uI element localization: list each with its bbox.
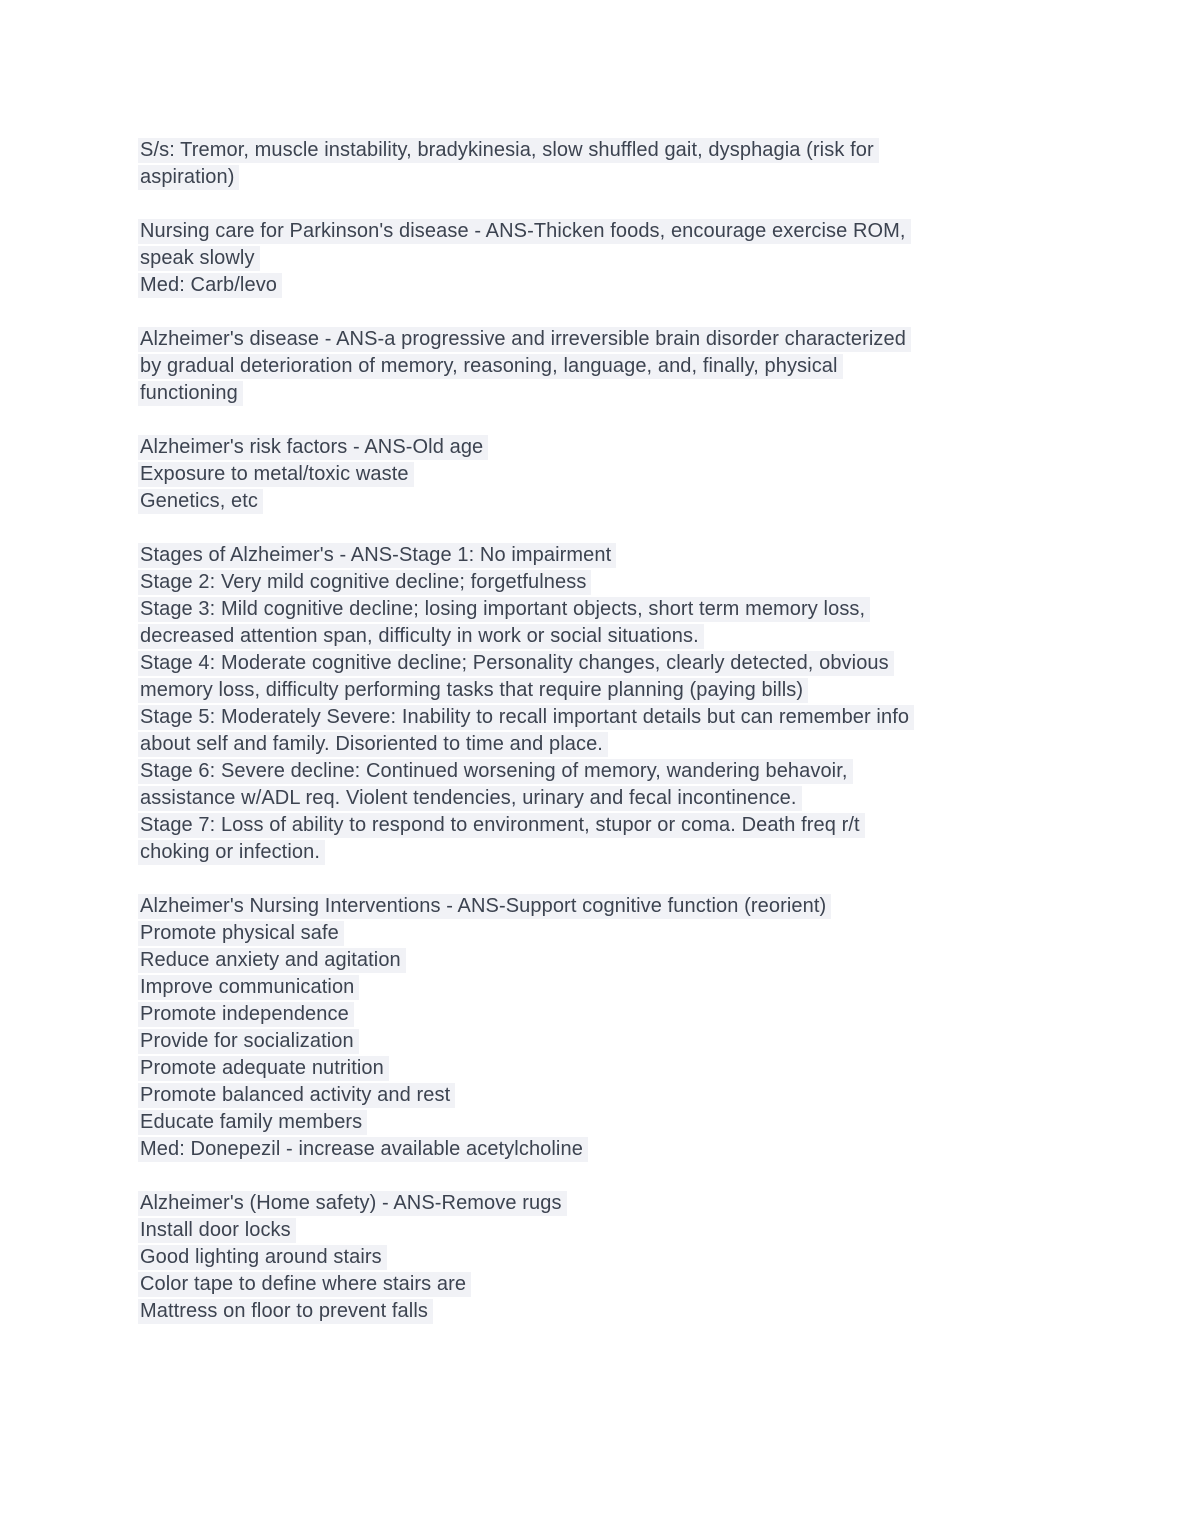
text-line: S/s: Tremor, muscle instability, bradykinesia, slow shuffled gait, dysphagia (risk for — [138, 138, 879, 163]
text-line: Good lighting around stairs — [138, 1245, 387, 1270]
text-line: Mattress on floor to prevent falls — [138, 1299, 433, 1324]
text-line: Promote balanced activity and rest — [138, 1083, 455, 1108]
text-line: Educate family members — [138, 1110, 367, 1135]
paragraph — [140, 542, 1050, 866]
text-line: choking or infection. — [138, 840, 325, 865]
text-line: Promote physical safe — [138, 921, 344, 946]
text-line: Stage 7: Loss of ability to respond to environment, stupor or coma. Death freq r/t — [138, 813, 865, 838]
text-line: Improve communication — [138, 975, 359, 1000]
text-line: Promote adequate nutrition — [138, 1056, 389, 1081]
paragraph — [140, 326, 1050, 407]
text-line: Reduce anxiety and agitation — [138, 948, 406, 973]
text-line: functioning — [138, 381, 243, 406]
text-line: Nursing care for Parkinson's disease - ANS-Thicken foods, encourage exercise ROM, — [138, 219, 911, 244]
text-line: Stage 3: Mild cognitive decline; losing important objects, short term memory loss, — [138, 597, 870, 622]
text-line: Stage 5: Moderately Severe: Inability to recall important details but can remember info — [138, 705, 914, 730]
paragraph — [140, 1190, 1050, 1325]
text-line: Med: Carb/levo — [138, 273, 282, 298]
text-line: Stage 4: Moderate cognitive decline; Personality changes, clearly detected, obvious — [138, 651, 894, 676]
text-line: Alzheimer's (Home safety) - ANS-Remove rugs — [138, 1191, 567, 1216]
text-line: Alzheimer's disease - ANS-a progressive and irreversible brain disorder characterized — [138, 327, 911, 352]
text-line: Promote independence — [138, 1002, 354, 1027]
text-line: speak slowly — [138, 246, 260, 271]
text-line: about self and family. Disoriented to time and place. — [138, 732, 608, 757]
text-line: aspiration) — [138, 165, 239, 190]
paragraph — [140, 434, 1050, 515]
paragraph — [140, 893, 1050, 1163]
text-line: Provide for socialization — [138, 1029, 359, 1054]
text-line: memory loss, difficulty performing tasks that require planning (paying bills) — [138, 678, 808, 703]
text-line: Genetics, etc — [138, 489, 263, 514]
text-line: Med: Donepezil - increase available acetylcholine — [138, 1137, 588, 1162]
paragraph — [140, 137, 1050, 191]
paragraph — [140, 218, 1050, 299]
text-line: Alzheimer's risk factors - ANS-Old age — [138, 435, 488, 460]
text-line: Alzheimer's Nursing Interventions - ANS-Support cognitive function (reorient) — [138, 894, 831, 919]
text-line: Stage 6: Severe decline: Continued worsening of memory, wandering behavoir, — [138, 759, 853, 784]
text-line: Install door locks — [138, 1218, 296, 1243]
text-line: by gradual deterioration of memory, reasoning, language, and, finally, physical — [138, 354, 843, 379]
text-line: decreased attention span, difficulty in work or social situations. — [138, 624, 704, 649]
text-line: Exposure to metal/toxic waste — [138, 462, 414, 487]
text-line: assistance w/ADL req. Violent tendencies, urinary and fecal incontinence. — [138, 786, 802, 811]
text-line: Stages of Alzheimer's - ANS-Stage 1: No impairment — [138, 543, 616, 568]
text-line: Stage 2: Very mild cognitive decline; forgetfulness — [138, 570, 591, 595]
text-line: Color tape to define where stairs are — [138, 1272, 471, 1297]
